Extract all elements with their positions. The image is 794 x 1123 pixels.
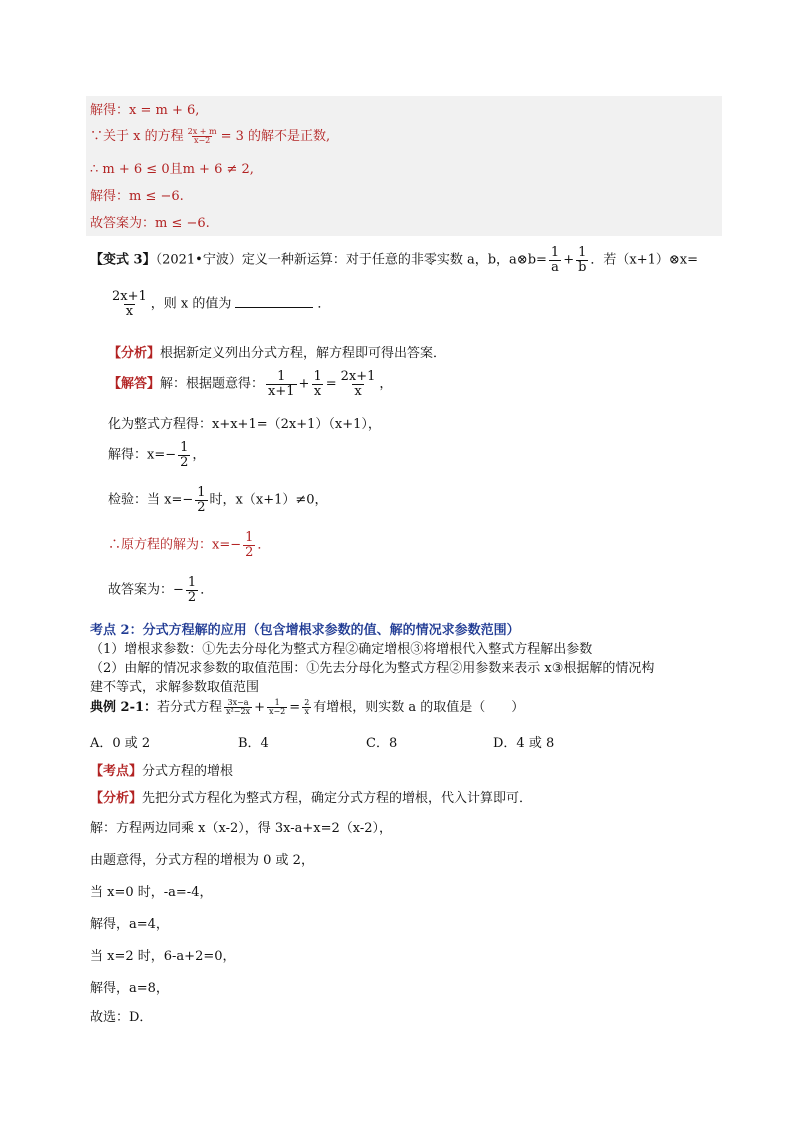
kaodian2-point-2-cont: 建不等式，求解参数取值范围 [90, 680, 260, 695]
fraction: $\frac{1}{x}$ [313, 369, 322, 399]
fraction: $\frac{2x+1}{x}$ [340, 369, 376, 399]
solution-line: 解得，a=4， [90, 917, 169, 932]
fraction: $\frac{1}{x-2}$ [268, 697, 286, 716]
option-b[interactable]: B．4 [238, 736, 269, 751]
variant3-stem-2: $\frac{2x+1}{x}$ ，则 x 的值为 ． [112, 289, 331, 319]
shaded-line-5: 故答案为：m ≤ −6. [90, 216, 210, 231]
variant3-step-2: 解得：x=− $\frac{1}{2}$ ， [108, 440, 206, 470]
fraction: $\frac{2}{x}$ [304, 697, 310, 716]
option-a[interactable]: A．0 或 2 [90, 736, 151, 751]
fraction: $\frac{2x+1}{x}$ [112, 289, 147, 319]
variant3-step-5: 故答案为：− $\frac{1}{2}$ ． [108, 575, 214, 605]
fraction: $\frac{1}{2}$ [180, 440, 189, 470]
option-c[interactable]: C．8 [366, 736, 398, 751]
shaded-line-3: ∴ m + 6 ≤ 0且m + 6 ≠ 2, [90, 162, 254, 177]
example-kaodian: 【考点】分式方程的增根 [90, 764, 234, 779]
solution-line: 解得，a=8， [90, 981, 169, 996]
fraction: $\frac{1}{2}$ [187, 575, 197, 605]
fraction: $\frac{3x-a}{\text{x²−2x}}$ [226, 697, 251, 716]
variant3-answer: 【解答】解：根据题意得： $\frac{1}{x+1}$ + $\frac{1}{x}$ = $\frac{2x+1}{x}$ ， [108, 369, 393, 399]
fraction: $\frac{1}{a}$ [550, 245, 560, 275]
kaodian2-point-2: （2）由解的情况求参数的取值范围：①先去分母化为整式方程②用参数来表示 x③根据解的情况构 [90, 661, 655, 676]
fraction: $\frac{1}{x+1}$ [268, 369, 295, 399]
shaded-line-1: 解得：x = m + 6, [90, 103, 200, 118]
option-d[interactable]: D．4 或 8 [493, 736, 555, 751]
fraction: $\frac{1}{2}$ [197, 485, 206, 515]
variant3-step-1: 化为整式方程得：x+x+1=（2x+1）（x+1）， [108, 417, 381, 432]
solution-line: 当 x=2 时，6-a+2=0， [90, 949, 236, 964]
variant3-stem: 【变式 3】（2021•宁波）定义一种新运算：对于任意的非零实数 a，b，a⊗b= $\frac{1}{a}$ + $\frac{1}{b}$ ．若（x+1）⊗x= [90, 245, 699, 275]
fraction: $\frac{1}{2}$ [245, 530, 254, 560]
fraction: $\frac{1}{b}$ [578, 245, 587, 275]
fraction: $\frac{2x + m}{x-2}$ [187, 126, 217, 145]
solution-line: 由题意得，分式方程的增根为 0 或 2， [90, 853, 314, 868]
solution-line: 故选：D． [90, 1010, 153, 1025]
variant3-step-3: 检验：当 x=− $\frac{1}{2}$ 时，x（x+1）≠0， [108, 485, 328, 515]
kaodian2-title: 考点 2：分式方程解的应用（包含增根求参数的值、解的情况求参数范围） [90, 623, 520, 638]
solution-line: 解：方程两边同乘 x（x-2），得 3x-a+x=2（x-2）， [90, 821, 393, 836]
shaded-line-4: 解得：m ≤ −6. [90, 189, 184, 204]
shaded-line-2: ∵关于 x 的方程 $\frac{2x + m}{x-2}$ = 3 的解不是正数, [90, 126, 331, 145]
answer-blank[interactable] [235, 295, 313, 308]
example-question: 典例 2-1：若分式方程 $\frac{3x-a}{\text{x²−2x}}$ + $\frac{1}{x-2}$ = $\frac{2}{x}$ 有增根，则实数 a 的取值是（ ） [90, 697, 525, 716]
variant3-analysis: 【分析】根据新定义列出分式方程，解方程即可得出答案． [108, 346, 447, 361]
example-analysis: 【分析】先把分式方程化为整式方程，确定分式方程的增根，代入计算即可． [90, 791, 533, 806]
solution-line: 当 x=0 时，-a=-4， [90, 885, 213, 900]
variant3-step-4: ∴原方程的解为：x=− $\frac{1}{2}$ ． [108, 530, 271, 560]
kaodian2-point-1: （1）增根求参数：①先去分母化为整式方程②确定增根③将增根代入整式方程解出参数 [90, 642, 593, 657]
